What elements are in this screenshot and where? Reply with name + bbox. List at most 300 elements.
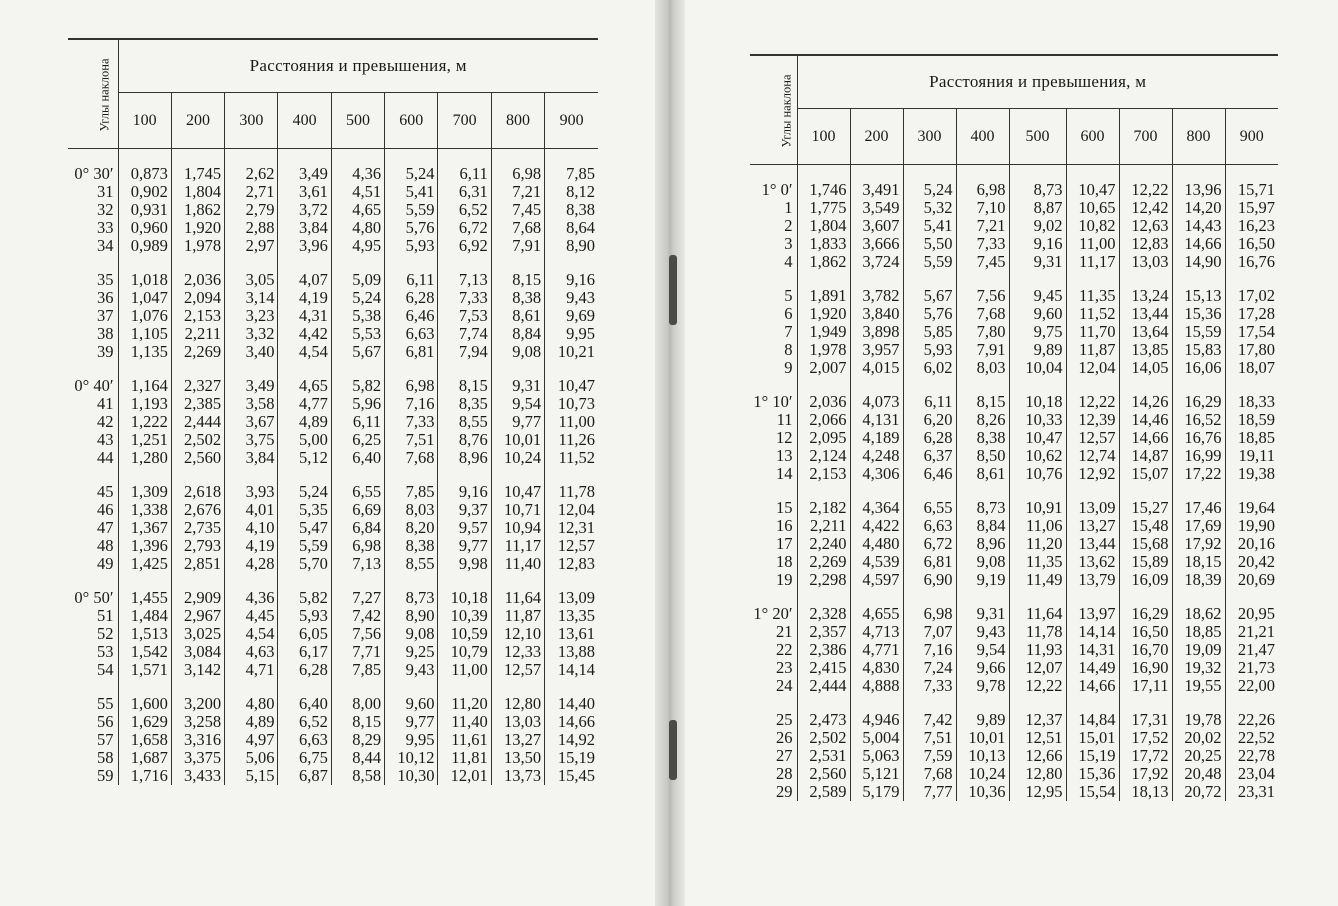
value-cell-100: 2,095 <box>797 429 850 447</box>
value-cell-600: 13,97 <box>1066 605 1119 623</box>
value-cell-400: 7,56 <box>956 287 1009 305</box>
value-cell-400: 10,36 <box>956 783 1009 801</box>
value-cell-300: 5,67 <box>903 287 956 305</box>
value-cell-500: 8,29 <box>331 731 384 749</box>
value-cell-800: 16,06 <box>1172 359 1225 377</box>
value-cell-500: 8,87 <box>1009 199 1066 217</box>
slope-angle-cell: 19 <box>776 570 793 589</box>
value-cell-500: 8,73 <box>1009 181 1066 199</box>
value-cell-100: 2,560 <box>797 765 850 783</box>
value-cell-400: 4,19 <box>278 289 331 307</box>
value-cell-200: 3,840 <box>850 305 903 323</box>
value-cell-100: 0,960 <box>118 219 171 237</box>
value-cell-800: 19,09 <box>1172 641 1225 659</box>
value-cell-700: 14,46 <box>1119 411 1172 429</box>
value-cell-500: 10,33 <box>1009 411 1066 429</box>
slope-angle-cell: 3 <box>784 234 793 253</box>
distance-header-600: 600 <box>1066 109 1119 165</box>
value-cell-100: 1,978 <box>797 341 850 359</box>
value-cell-900: 14,14 <box>545 661 598 679</box>
value-cell-900: 20,95 <box>1225 605 1278 623</box>
value-cell-400: 9,54 <box>956 641 1009 659</box>
value-cell-500: 6,40 <box>331 449 384 467</box>
value-cell-800: 15,83 <box>1172 341 1225 359</box>
value-cell-400: 3,49 <box>278 165 331 183</box>
value-cell-900: 8,64 <box>545 219 598 237</box>
value-cell-100: 2,298 <box>797 571 850 589</box>
value-cell-400: 6,98 <box>956 181 1009 199</box>
value-cell-500: 11,35 <box>1009 553 1066 571</box>
table-row <box>68 343 598 361</box>
value-cell-100: 0,989 <box>118 237 171 255</box>
value-cell-100: 2,036 <box>797 393 850 411</box>
value-cell-200: 3,724 <box>850 253 903 271</box>
value-cell-800: 16,29 <box>1172 393 1225 411</box>
value-cell-900: 11,26 <box>545 431 598 449</box>
value-cell-800: 19,55 <box>1172 677 1225 695</box>
value-cell-400: 5,93 <box>278 607 331 625</box>
value-cell-100: 1,164 <box>118 377 171 395</box>
value-cell-800: 14,90 <box>1172 253 1225 271</box>
value-cell-600: 13,62 <box>1066 553 1119 571</box>
value-cell-400: 10,01 <box>956 729 1009 747</box>
value-cell-900: 18,07 <box>1225 359 1278 377</box>
value-cell-800: 15,59 <box>1172 323 1225 341</box>
table-row <box>750 711 1278 729</box>
value-cell-900: 20,42 <box>1225 553 1278 571</box>
value-cell-200: 5,121 <box>850 765 903 783</box>
value-cell-700: 7,13 <box>438 271 491 289</box>
slope-angle-cell: 32 <box>97 200 114 219</box>
value-cell-100: 2,240 <box>797 535 850 553</box>
value-cell-900: 20,69 <box>1225 571 1278 589</box>
value-cell-200: 3,666 <box>850 235 903 253</box>
value-cell-900: 7,85 <box>545 165 598 183</box>
value-cell-800: 9,31 <box>491 377 544 395</box>
value-cell-600: 14,31 <box>1066 641 1119 659</box>
value-cell-500: 10,04 <box>1009 359 1066 377</box>
value-cell-300: 4,54 <box>225 625 278 643</box>
value-cell-400: 7,91 <box>956 341 1009 359</box>
slope-angle-cell: 55 <box>97 694 114 713</box>
value-cell-300: 3,14 <box>225 289 278 307</box>
slope-angle-cell: 56 <box>97 712 114 731</box>
value-cell-600: 9,77 <box>385 713 438 731</box>
table-body <box>750 165 1278 802</box>
table-row <box>68 395 598 413</box>
value-cell-700: 11,40 <box>438 713 491 731</box>
value-cell-700: 17,52 <box>1119 729 1172 747</box>
slope-angle-cell: 41 <box>97 394 114 413</box>
value-cell-900: 15,45 <box>545 767 598 785</box>
value-cell-700: 16,50 <box>1119 623 1172 641</box>
value-cell-500: 5,82 <box>331 377 384 395</box>
value-cell-400: 6,28 <box>278 661 331 679</box>
value-cell-100: 2,124 <box>797 447 850 465</box>
value-cell-500: 9,89 <box>1009 341 1066 359</box>
value-cell-900: 18,33 <box>1225 393 1278 411</box>
value-cell-200: 3,491 <box>850 181 903 199</box>
slope-angle-cell: 9 <box>784 358 793 377</box>
value-cell-100: 0,902 <box>118 183 171 201</box>
slope-angle-cell: 52 <box>97 624 114 643</box>
slope-angle-cell: 49 <box>97 554 114 573</box>
table-row <box>750 535 1278 553</box>
value-cell-300: 3,23 <box>225 307 278 325</box>
value-cell-100: 1,542 <box>118 643 171 661</box>
value-cell-600: 5,76 <box>385 219 438 237</box>
angle-header-label: Углы наклона <box>779 74 794 148</box>
value-cell-100: 2,473 <box>797 711 850 729</box>
slope-angle-cell: 1° 0′ <box>761 180 793 199</box>
value-cell-900: 22,78 <box>1225 747 1278 765</box>
value-cell-600: 13,44 <box>1066 535 1119 553</box>
value-cell-400: 6,52 <box>278 713 331 731</box>
value-cell-700: 15,68 <box>1119 535 1172 553</box>
table-row <box>750 305 1278 323</box>
distance-header-800: 800 <box>491 93 544 149</box>
value-cell-100: 2,153 <box>797 465 850 483</box>
value-cell-800: 10,47 <box>491 483 544 501</box>
table-row <box>750 553 1278 571</box>
value-cell-300: 3,05 <box>225 271 278 289</box>
value-cell-900: 20,16 <box>1225 535 1278 553</box>
value-cell-200: 2,385 <box>171 395 224 413</box>
value-cell-500: 6,11 <box>331 413 384 431</box>
value-cell-700: 8,76 <box>438 431 491 449</box>
value-cell-200: 4,655 <box>850 605 903 623</box>
value-cell-600: 10,47 <box>1066 181 1119 199</box>
value-cell-200: 4,830 <box>850 659 903 677</box>
value-cell-400: 4,65 <box>278 377 331 395</box>
value-cell-900: 17,28 <box>1225 305 1278 323</box>
value-cell-100: 2,444 <box>797 677 850 695</box>
distance-header-800: 800 <box>1172 109 1225 165</box>
value-cell-200: 1,920 <box>171 219 224 237</box>
value-cell-500: 12,80 <box>1009 765 1066 783</box>
value-cell-800: 7,21 <box>491 183 544 201</box>
value-cell-300: 6,63 <box>903 517 956 535</box>
value-cell-100: 1,193 <box>118 395 171 413</box>
value-cell-100: 1,018 <box>118 271 171 289</box>
value-cell-700: 8,35 <box>438 395 491 413</box>
value-cell-300: 2,71 <box>225 183 278 201</box>
value-cell-600: 6,28 <box>385 289 438 307</box>
value-cell-300: 6,46 <box>903 465 956 483</box>
right-slope-table <box>750 54 1278 801</box>
table-row <box>750 641 1278 659</box>
value-cell-200: 2,036 <box>171 271 224 289</box>
value-cell-100: 1,804 <box>797 217 850 235</box>
value-cell-900: 19,11 <box>1225 447 1278 465</box>
value-cell-800: 20,25 <box>1172 747 1225 765</box>
table-row <box>68 767 598 785</box>
table-row <box>68 555 598 573</box>
value-cell-400: 6,63 <box>278 731 331 749</box>
value-cell-200: 4,480 <box>850 535 903 553</box>
value-cell-100: 2,502 <box>797 729 850 747</box>
value-cell-800: 8,15 <box>491 271 544 289</box>
value-cell-800: 20,02 <box>1172 729 1225 747</box>
table-row <box>68 731 598 749</box>
value-cell-500: 9,02 <box>1009 217 1066 235</box>
value-cell-500: 4,36 <box>331 165 384 183</box>
value-cell-700: 9,77 <box>438 537 491 555</box>
slope-angle-cell: 58 <box>97 748 114 767</box>
value-cell-900: 17,54 <box>1225 323 1278 341</box>
value-cell-200: 2,676 <box>171 501 224 519</box>
value-cell-800: 13,03 <box>491 713 544 731</box>
value-cell-200: 1,862 <box>171 201 224 219</box>
value-cell-600: 12,39 <box>1066 411 1119 429</box>
value-cell-500: 11,20 <box>1009 535 1066 553</box>
value-cell-800: 12,57 <box>491 661 544 679</box>
value-cell-400: 5,00 <box>278 431 331 449</box>
value-cell-600: 15,36 <box>1066 765 1119 783</box>
value-cell-100: 1,455 <box>118 589 171 607</box>
table-row <box>68 289 598 307</box>
distance-header-600: 600 <box>385 93 438 149</box>
table-title: Расстояния и превышения, м <box>118 39 598 93</box>
value-cell-100: 2,328 <box>797 605 850 623</box>
value-cell-800: 10,01 <box>491 431 544 449</box>
value-cell-200: 2,618 <box>171 483 224 501</box>
value-cell-700: 12,83 <box>1119 235 1172 253</box>
value-cell-700: 9,37 <box>438 501 491 519</box>
value-cell-400: 8,15 <box>956 393 1009 411</box>
slope-angle-cell: 54 <box>97 660 114 679</box>
value-cell-500: 10,18 <box>1009 393 1066 411</box>
value-cell-800: 18,85 <box>1172 623 1225 641</box>
value-cell-400: 8,03 <box>956 359 1009 377</box>
slope-angle-cell: 59 <box>97 766 114 785</box>
table-row <box>68 183 598 201</box>
value-cell-500: 9,45 <box>1009 287 1066 305</box>
value-cell-400: 5,24 <box>278 483 331 501</box>
value-cell-500: 8,00 <box>331 695 384 713</box>
table-row <box>68 201 598 219</box>
table-row <box>68 483 598 501</box>
value-cell-900: 14,40 <box>545 695 598 713</box>
value-cell-700: 15,89 <box>1119 553 1172 571</box>
table-row <box>68 307 598 325</box>
value-cell-900: 12,83 <box>545 555 598 573</box>
slope-angle-cell: 36 <box>97 288 114 307</box>
slope-angle-cell: 16 <box>776 516 793 535</box>
table-row <box>750 517 1278 535</box>
value-cell-900: 18,59 <box>1225 411 1278 429</box>
slope-angle-cell: 51 <box>97 606 114 625</box>
value-cell-200: 4,248 <box>850 447 903 465</box>
value-cell-500: 7,42 <box>331 607 384 625</box>
value-cell-200: 4,539 <box>850 553 903 571</box>
value-cell-700: 12,63 <box>1119 217 1172 235</box>
table-row <box>750 429 1278 447</box>
value-cell-700: 14,05 <box>1119 359 1172 377</box>
value-cell-700: 9,16 <box>438 483 491 501</box>
value-cell-300: 4,89 <box>225 713 278 731</box>
value-cell-300: 7,51 <box>903 729 956 747</box>
value-cell-400: 3,61 <box>278 183 331 201</box>
distance-header-300: 300 <box>225 93 278 149</box>
value-cell-300: 5,50 <box>903 235 956 253</box>
value-cell-400: 8,38 <box>956 429 1009 447</box>
value-cell-700: 8,96 <box>438 449 491 467</box>
value-cell-400: 8,84 <box>956 517 1009 535</box>
value-cell-100: 1,746 <box>797 181 850 199</box>
value-cell-500: 11,49 <box>1009 571 1066 589</box>
value-cell-500: 10,91 <box>1009 499 1066 517</box>
value-cell-200: 4,306 <box>850 465 903 483</box>
value-cell-100: 1,571 <box>118 661 171 679</box>
value-cell-600: 8,38 <box>385 537 438 555</box>
value-cell-100: 1,920 <box>797 305 850 323</box>
value-cell-100: 2,066 <box>797 411 850 429</box>
value-cell-900: 13,09 <box>545 589 598 607</box>
value-cell-200: 4,131 <box>850 411 903 429</box>
value-cell-800: 14,20 <box>1172 199 1225 217</box>
value-cell-700: 10,18 <box>438 589 491 607</box>
table-row <box>68 749 598 767</box>
value-cell-300: 3,32 <box>225 325 278 343</box>
value-cell-600: 11,87 <box>1066 341 1119 359</box>
value-cell-100: 0,873 <box>118 165 171 183</box>
value-cell-300: 7,16 <box>903 641 956 659</box>
table-row <box>750 217 1278 235</box>
value-cell-800: 14,66 <box>1172 235 1225 253</box>
value-cell-300: 6,81 <box>903 553 956 571</box>
value-cell-300: 4,36 <box>225 589 278 607</box>
value-cell-800: 12,10 <box>491 625 544 643</box>
value-cell-500: 5,38 <box>331 307 384 325</box>
value-cell-600: 10,65 <box>1066 199 1119 217</box>
value-cell-800: 7,68 <box>491 219 544 237</box>
distance-header-900: 900 <box>545 93 598 149</box>
distance-header-100: 100 <box>797 109 850 165</box>
value-cell-500: 9,16 <box>1009 235 1066 253</box>
value-cell-600: 7,85 <box>385 483 438 501</box>
value-cell-300: 2,88 <box>225 219 278 237</box>
table-row <box>750 499 1278 517</box>
table-row <box>68 607 598 625</box>
value-cell-500: 12,51 <box>1009 729 1066 747</box>
value-cell-900: 15,19 <box>545 749 598 767</box>
value-cell-600: 5,59 <box>385 201 438 219</box>
value-cell-800: 8,61 <box>491 307 544 325</box>
value-cell-500: 7,13 <box>331 555 384 573</box>
value-cell-100: 1,135 <box>118 343 171 361</box>
value-cell-700: 13,24 <box>1119 287 1172 305</box>
value-cell-300: 7,42 <box>903 711 956 729</box>
value-cell-400: 6,75 <box>278 749 331 767</box>
table-row <box>750 605 1278 623</box>
value-cell-600: 9,25 <box>385 643 438 661</box>
value-cell-300: 7,24 <box>903 659 956 677</box>
value-cell-800: 13,50 <box>491 749 544 767</box>
value-cell-700: 15,27 <box>1119 499 1172 517</box>
value-cell-400: 8,73 <box>956 499 1009 517</box>
value-cell-200: 3,782 <box>850 287 903 305</box>
table-row <box>68 537 598 555</box>
distance-header-700: 700 <box>1119 109 1172 165</box>
table-row <box>68 431 598 449</box>
value-cell-100: 1,251 <box>118 431 171 449</box>
value-cell-700: 17,31 <box>1119 711 1172 729</box>
slope-angle-cell: 17 <box>776 534 793 553</box>
value-cell-200: 5,004 <box>850 729 903 747</box>
value-cell-300: 4,45 <box>225 607 278 625</box>
value-cell-500: 8,44 <box>331 749 384 767</box>
table-row <box>68 643 598 661</box>
value-cell-300: 3,40 <box>225 343 278 361</box>
value-cell-200: 2,560 <box>171 449 224 467</box>
table-row <box>68 661 598 679</box>
value-cell-500: 8,15 <box>331 713 384 731</box>
value-cell-300: 5,76 <box>903 305 956 323</box>
value-cell-600: 11,70 <box>1066 323 1119 341</box>
slope-angle-cell: 5 <box>784 286 793 305</box>
value-cell-600: 7,33 <box>385 413 438 431</box>
value-cell-300: 6,02 <box>903 359 956 377</box>
value-cell-500: 6,55 <box>331 483 384 501</box>
slope-angle-cell: 0° 50′ <box>74 588 114 607</box>
value-cell-600: 6,81 <box>385 343 438 361</box>
value-cell-900: 10,73 <box>545 395 598 413</box>
value-cell-600: 8,90 <box>385 607 438 625</box>
value-cell-300: 7,33 <box>903 677 956 695</box>
value-cell-400: 8,26 <box>956 411 1009 429</box>
value-cell-300: 4,01 <box>225 501 278 519</box>
value-cell-900: 8,38 <box>545 201 598 219</box>
table-row <box>750 287 1278 305</box>
value-cell-100: 2,589 <box>797 783 850 801</box>
table-row <box>750 199 1278 217</box>
value-cell-300: 7,68 <box>903 765 956 783</box>
value-cell-200: 4,713 <box>850 623 903 641</box>
value-cell-400: 9,66 <box>956 659 1009 677</box>
value-cell-200: 4,888 <box>850 677 903 695</box>
slope-angle-cell: 57 <box>97 730 114 749</box>
value-cell-900: 21,21 <box>1225 623 1278 641</box>
value-cell-900: 10,21 <box>545 343 598 361</box>
value-cell-800: 16,99 <box>1172 447 1225 465</box>
value-cell-300: 2,97 <box>225 237 278 255</box>
value-cell-500: 5,24 <box>331 289 384 307</box>
value-cell-700: 10,79 <box>438 643 491 661</box>
value-cell-900: 9,16 <box>545 271 598 289</box>
slope-angle-cell: 25 <box>776 710 793 729</box>
value-cell-300: 6,55 <box>903 499 956 517</box>
value-cell-800: 18,39 <box>1172 571 1225 589</box>
slope-angle-cell: 27 <box>776 746 793 765</box>
slope-angle-cell: 39 <box>97 342 114 361</box>
value-cell-900: 10,47 <box>545 377 598 395</box>
table-row <box>68 695 598 713</box>
value-cell-900: 14,92 <box>545 731 598 749</box>
value-cell-300: 4,10 <box>225 519 278 537</box>
value-cell-800: 13,96 <box>1172 181 1225 199</box>
value-cell-500: 11,93 <box>1009 641 1066 659</box>
distance-header-400: 400 <box>956 109 1009 165</box>
slope-angle-cell: 46 <box>97 500 114 519</box>
value-cell-200: 3,258 <box>171 713 224 731</box>
value-cell-300: 2,79 <box>225 201 278 219</box>
value-cell-500: 5,96 <box>331 395 384 413</box>
value-cell-200: 3,025 <box>171 625 224 643</box>
value-cell-400: 7,33 <box>956 235 1009 253</box>
value-cell-300: 4,80 <box>225 695 278 713</box>
value-cell-600: 7,51 <box>385 431 438 449</box>
